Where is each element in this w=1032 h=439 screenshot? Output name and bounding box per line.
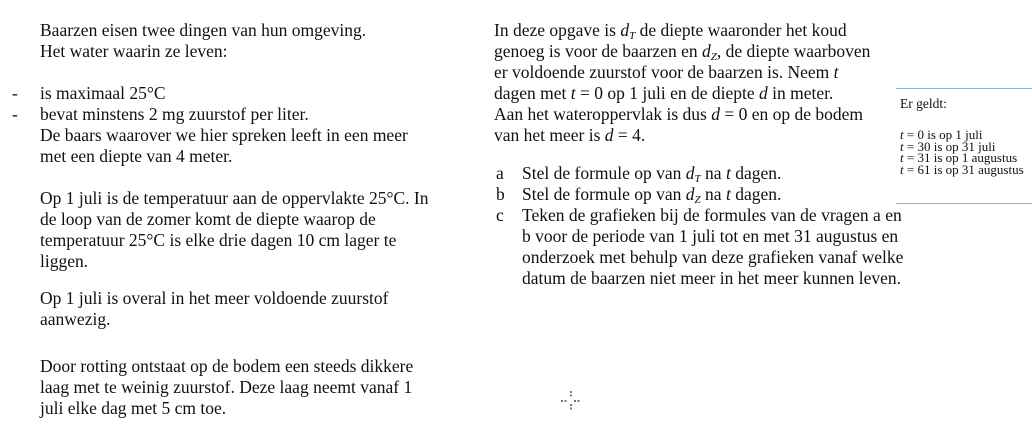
text-line: de loop van de zomer komt de diepte waarop de xyxy=(40,209,376,229)
side-note-list xyxy=(900,129,1024,175)
side-note-row: t = 61 is op 31 augustus xyxy=(900,161,1024,177)
text-line: Het water waarin ze leven: xyxy=(40,41,228,61)
text-line: genoeg is voor de baarzen en $d_Z$, de diepte waarboven xyxy=(494,41,871,63)
question-label: a xyxy=(496,163,504,183)
crosshair-cursor-icon xyxy=(561,391,581,411)
text-line: In deze opgave is $d_T$ de diepte waaronder het koud xyxy=(494,20,847,42)
question-b: b Stel de formule op van $d_Z$ na t dagen. xyxy=(496,184,782,206)
question-label: c xyxy=(496,205,504,225)
text-line: De baars waarover we hier spreken leeft in een meer xyxy=(40,125,408,145)
text-line: met een diepte van 4 meter. xyxy=(40,146,233,166)
question-label: b xyxy=(496,184,505,204)
paragraph-rotting xyxy=(10,356,470,419)
text-line: datum de baarzen niet meer in het meer kunnen leven. xyxy=(522,268,902,288)
text-line: er voldoende zuurstof voor de baarzen is. Neem t xyxy=(494,62,839,82)
bullet-dash: - xyxy=(12,104,18,124)
question-a: a Stel de formule op van $d_T$ na t dagen. xyxy=(496,163,782,185)
side-note-row: t = 30 is op 31 juli xyxy=(900,138,996,154)
text-line: van het meer is d = 4. xyxy=(494,125,646,145)
text-line: onderzoek met behulp van deze grafieken vanaf welke xyxy=(522,247,904,267)
text-line: liggen. xyxy=(40,251,89,271)
text-line: Baarzen eisen twee dingen van hun omgeving. xyxy=(40,20,367,40)
question-c xyxy=(494,205,904,289)
text-line: juli elke dag met 5 cm toe. xyxy=(40,398,227,418)
bullet-item xyxy=(10,104,470,125)
left-column xyxy=(10,20,470,419)
text-line: Op 1 juli is overal in het meer voldoende zuurstof xyxy=(40,288,389,308)
paragraph-temperature xyxy=(10,188,470,272)
bullet-text: bevat minstens 2 mg zuurstof per liter. xyxy=(40,104,309,124)
text-line: Op 1 juli is de temperatuur aan de oppervlakte 25°C. In xyxy=(40,188,429,208)
bullet-dash: - xyxy=(12,83,18,103)
paragraph-lake xyxy=(10,125,470,167)
bullet-item xyxy=(10,83,470,104)
text-line: Aan het wateroppervlak is dus d = 0 en op de bodem xyxy=(494,104,864,124)
text-line: laag met te weinig zuurstof. Deze laag neemt vanaf 1 xyxy=(40,377,413,397)
side-note-row: t = 0 is op 1 juli xyxy=(900,127,983,142)
side-note-header: Er geldt: xyxy=(900,96,947,111)
side-note-row: t = 31 is op 1 augustus xyxy=(900,150,1018,165)
bullet-text: is maximaal 25°C xyxy=(40,83,166,103)
right-column xyxy=(494,20,904,289)
text-line: temperatuur 25°C is elke drie dagen 10 cm lager te xyxy=(40,230,397,250)
paragraph-intro xyxy=(10,20,470,62)
paragraph-definitions xyxy=(494,20,904,146)
paragraph-oxygen xyxy=(10,288,470,330)
text-line: b voor de periode van 1 juli tot en met 31 augustus en xyxy=(522,226,899,246)
text-line: Teken de grafieken bij de formules van de vragen a en xyxy=(522,205,902,225)
text-line: aanwezig. xyxy=(40,309,111,329)
side-note-box xyxy=(896,88,1032,204)
text-line: Door rotting ontstaat op de bodem een steeds dikkere xyxy=(40,356,414,376)
text-line: dagen met t = 0 op 1 juli en de diepte d in meter. xyxy=(494,83,834,103)
